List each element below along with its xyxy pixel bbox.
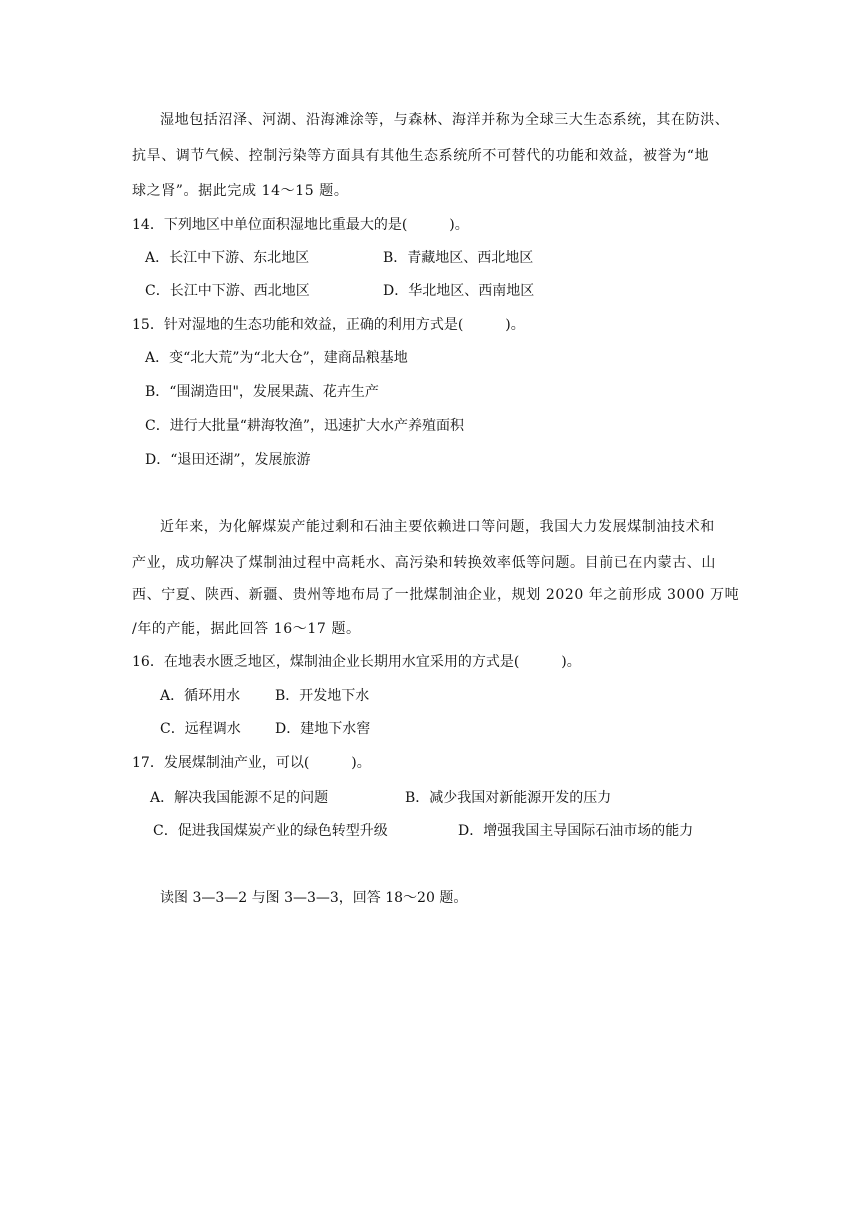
passage-1-line-2: 抗旱、调节气候、控制污染等方面具有其他生态系统所不可替代的功能和效益，被誉为“地	[132, 148, 710, 164]
intro-questions-18-20: 读图 3—3—2 与图 3—3—3，回答 18～20 题。	[160, 890, 468, 906]
question-14-option-c: C．长江中下游、西北地区	[145, 283, 310, 299]
passage-2-line-4: /年的产能，据此回答 16～17 题。	[132, 621, 361, 637]
passage-1-line-1: 湿地包括沼泽、河湖、沿海滩涂等，与森林、海洋并称为全球三大生态系统，其在防洪、	[160, 112, 730, 128]
question-15-option-c: C．进行大批量“耕海牧渔”，迅速扩大水产养殖面积	[145, 418, 465, 434]
question-15-stem: 15．针对湿地的生态功能和效益，正确的利用方式是( )。	[132, 317, 525, 333]
question-17-stem: 17．发展煤制油产业，可以( )。	[132, 755, 371, 771]
question-16-stem: 16．在地表水匮乏地区，煤制油企业长期用水宜采用的方式是( )。	[132, 654, 581, 670]
question-16-option-d: D．建地下水窖	[275, 721, 371, 737]
passage-1-line-3: 球之肾”。据此完成 14～15 题。	[132, 183, 349, 199]
passage-2-line-3: 西、宁夏、陕西、新疆、贵州等地布局了一批煤制油企业，规划 2020 年之前形成 3000 万吨	[132, 587, 740, 603]
question-17-option-a: A．解决我国能源不足的问题	[150, 790, 329, 806]
question-14-option-b: B．青藏地区、西北地区	[383, 250, 534, 266]
question-14-option-d: D．华北地区、西南地区	[383, 283, 535, 299]
question-16-option-b: B．开发地下水	[275, 688, 370, 704]
question-14-stem: 14．下列地区中单位面积湿地比重最大的是( )。	[132, 217, 469, 233]
question-15-option-b: B．“围湖造田"，发展果蔬、花卉生产	[145, 384, 379, 400]
question-17-option-b: B．减少我国对新能源开发的压力	[405, 790, 612, 806]
question-15-option-d: D．“退田还湖”，发展旅游	[145, 452, 311, 468]
question-17-option-c: C．促进我国煤炭产业的绿色转型升级	[153, 823, 388, 839]
question-14-option-a: A．长江中下游、东北地区	[145, 250, 310, 266]
question-16-option-c: C．远程调水	[160, 721, 241, 737]
question-17-option-d: D．增强我国主导国际石油市场的能力	[458, 823, 694, 839]
question-15-option-a: A．变“北大荒”为“北大仓”，建商品粮基地	[145, 350, 408, 366]
passage-2-line-2: 产业，成功解决了煤制油过程中高耗水、高污染和转换效率低等问题。目前已在内蒙古、山	[132, 555, 716, 571]
passage-2-line-1: 近年来，为化解煤炭产能过剩和石油主要依赖进口等问题，我国大力发展煤制油技术和	[160, 519, 715, 535]
question-16-option-a: A．循环用水	[160, 688, 241, 704]
